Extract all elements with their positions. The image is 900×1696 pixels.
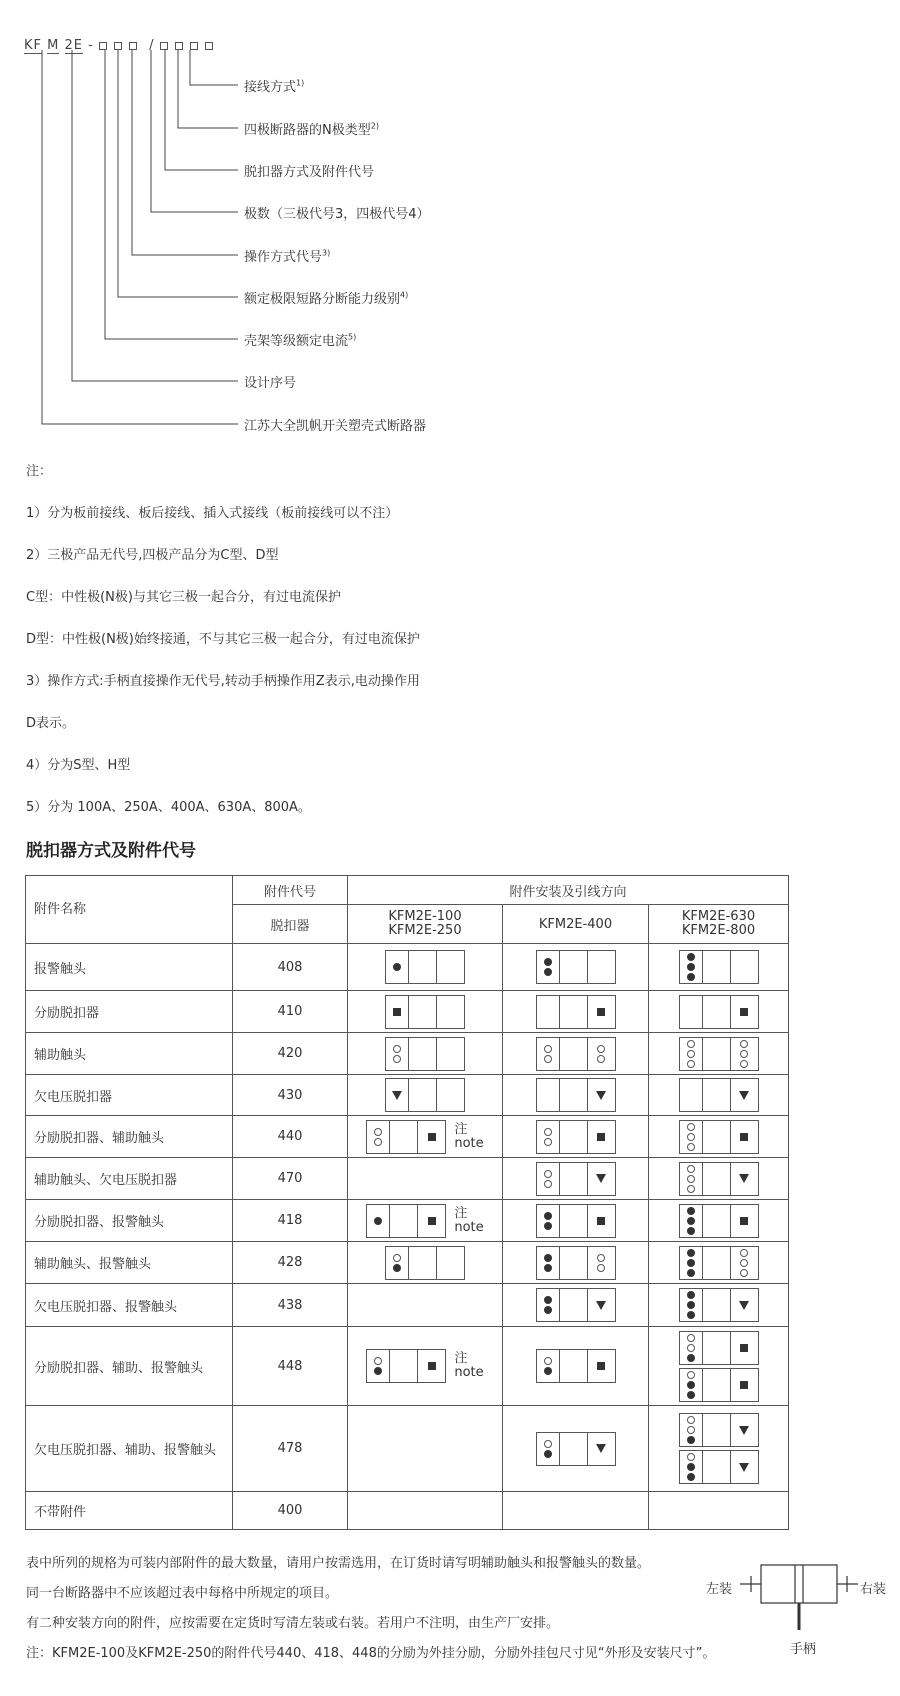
- symbol-box: [366, 1204, 446, 1238]
- note-3: 3）操作方式:手柄直接操作无代号,转动手柄操作用Z表示,电动操作用: [26, 674, 420, 689]
- note-mark: 注 note: [454, 1121, 484, 1151]
- symbol-box: [385, 1246, 465, 1280]
- explanation-n-pole-type: 四极断路器的N极类型$^{2)}$: [244, 121, 379, 138]
- row-code: 430: [233, 1075, 348, 1116]
- note-c-type: C型：中性极(N极)与其它三极一起合分，有过电流保护: [26, 590, 341, 605]
- explanation-frame-current: 壳架等级额定电流$^{5)}$: [244, 332, 357, 349]
- row-name: 不带附件: [26, 1492, 233, 1530]
- note-5: 5）分为 100A、250A、400A、630A、800A。: [26, 800, 311, 815]
- diagram-left-label: 左装: [706, 1582, 733, 1597]
- symbol-box: [679, 1162, 759, 1196]
- row-code: 400: [233, 1492, 348, 1530]
- symbol-box: [366, 1120, 446, 1154]
- symbol-box: [679, 1120, 759, 1154]
- row-name: 分励脱扣器、辅助、报警触头: [26, 1327, 233, 1406]
- header-kfm2e-100-250: KFM2E-100 KFM2E-250: [348, 905, 503, 944]
- header-accessory-name: 附件名称: [26, 876, 233, 944]
- symbol-box: [536, 1432, 616, 1466]
- symbol-box: [536, 1078, 616, 1112]
- symbol-box: [385, 995, 465, 1029]
- explanation-manufacturer: 江苏大全凯帆开关塑壳式断路器: [244, 419, 427, 434]
- symbol-box: [679, 1413, 759, 1447]
- note-3-cont: D表示。: [26, 716, 76, 731]
- symbol-box: [679, 1037, 759, 1071]
- note-mark: 注 note: [454, 1351, 484, 1380]
- symbol-box: [679, 1246, 759, 1280]
- section-title: 脱扣器方式及附件代号: [26, 841, 196, 861]
- header-kfm2e-400: KFM2E-400: [503, 905, 649, 944]
- symbol-box: [385, 1078, 465, 1112]
- explanation-breaking-capacity: 额定极限短路分断能力级别$^{4)}$: [244, 290, 409, 307]
- explanation-connection: 接线方式$^{1)}$: [244, 78, 305, 95]
- model-part-2e: 2E: [64, 38, 84, 53]
- symbol-box: [536, 1246, 616, 1280]
- row-code: 448: [233, 1327, 348, 1406]
- header-install-direction: 附件安装及引线方向: [348, 876, 789, 905]
- symbol-box: [536, 1162, 616, 1196]
- header-kfm2e-630-800: KFM2E-630 KFM2E-800: [649, 905, 789, 944]
- row-name: 报警触头: [26, 944, 233, 991]
- symbol-box: [536, 1349, 616, 1383]
- symbol-box: [536, 1120, 616, 1154]
- footer-line-3: 有二种安装方向的附件，应按需要在定货时写清左装或右装。若用户不注明，由生产厂安排。: [26, 1616, 560, 1631]
- symbol-box: [536, 1204, 616, 1238]
- symbol-box: [679, 1078, 759, 1112]
- footer-line-1: 表中所列的规格为可装内部附件的最大数量，请用户按需选用，在订货时请写明辅助触头和报警触头的数量。: [26, 1556, 651, 1571]
- model-slash: /: [149, 38, 155, 53]
- row-name: 辅助触头、欠电压脱扣器: [26, 1158, 233, 1200]
- note-d-type: D型：中性极(N极)始终接通，不与其它三极一起合分，有过电流保护: [26, 632, 420, 647]
- mounting-diagram: [740, 1560, 860, 1640]
- note-4: 4）分为S型、H型: [26, 758, 131, 773]
- symbol-box: [536, 1037, 616, 1071]
- row-name: 辅助触头、报警触头: [26, 1242, 233, 1284]
- row-name: 分励脱扣器: [26, 991, 233, 1033]
- row-name: 分励脱扣器、辅助触头: [26, 1116, 233, 1158]
- row-name: 欠电压脱扣器、报警触头: [26, 1284, 233, 1327]
- note-mark: 注 note: [454, 1205, 484, 1235]
- explanation-design-no: 设计序号: [244, 376, 297, 391]
- model-dash: -: [88, 38, 94, 53]
- header-accessory-code: 附件代号: [233, 876, 348, 905]
- row-name: 欠电压脱扣器: [26, 1075, 233, 1116]
- accessory-table: [25, 875, 789, 1530]
- row-code: 440: [233, 1116, 348, 1158]
- row-code: 418: [233, 1200, 348, 1242]
- symbol-box: [679, 1450, 759, 1484]
- row-code: 470: [233, 1158, 348, 1200]
- notes-title: 注：: [26, 464, 53, 479]
- symbol-box: [536, 950, 616, 984]
- symbol-box: [385, 950, 465, 984]
- symbol-box: [536, 1288, 616, 1322]
- footer-line-2: 同一台断路器中不应该超过表中每格中所规定的项目。: [26, 1586, 339, 1601]
- row-code: 438: [233, 1284, 348, 1327]
- row-name: 分励脱扣器、报警触头: [26, 1200, 233, 1242]
- diagram-right-label: 右装: [860, 1582, 887, 1597]
- diagram-handle-label: 手柄: [790, 1642, 817, 1657]
- symbol-box: [679, 1331, 759, 1365]
- footer-line-4: 注：KFM2E-100及KFM2E-250的附件代号440、418、448的分励为外挂分励，分励外挂包尺寸见“外形及安装尺寸”。: [26, 1646, 716, 1661]
- note-1: 1）分为板前接线、板后接线、插入式接线（板前接线可以不注）: [26, 506, 399, 521]
- row-name: 欠电压脱扣器、辅助、报警触头: [26, 1406, 233, 1492]
- row-code: 408: [233, 944, 348, 991]
- symbol-box: [679, 950, 759, 984]
- row-code: 410: [233, 991, 348, 1033]
- row-code: 478: [233, 1406, 348, 1492]
- explanation-poles: 极数（三极代号3，四极代号4）: [244, 207, 430, 222]
- symbol-box: [679, 1288, 759, 1322]
- symbol-box: [385, 1037, 465, 1071]
- model-part-m: M: [47, 38, 60, 53]
- model-part-kf: KF: [24, 38, 43, 53]
- symbol-box: [679, 995, 759, 1029]
- note-2: 2）三极产品无代号,四极产品分为C型、D型: [26, 548, 279, 563]
- row-name: 辅助触头: [26, 1033, 233, 1075]
- symbol-box: [536, 995, 616, 1029]
- symbol-box: [679, 1204, 759, 1238]
- explanation-operation: 操作方式代号$^{3)}$: [244, 248, 331, 265]
- symbol-box: [366, 1349, 446, 1383]
- row-code: 428: [233, 1242, 348, 1284]
- symbol-box: [679, 1368, 759, 1402]
- row-code: 420: [233, 1033, 348, 1075]
- header-release: 脱扣器: [233, 905, 348, 944]
- explanation-release-code: 脱扣器方式及附件代号: [244, 165, 375, 180]
